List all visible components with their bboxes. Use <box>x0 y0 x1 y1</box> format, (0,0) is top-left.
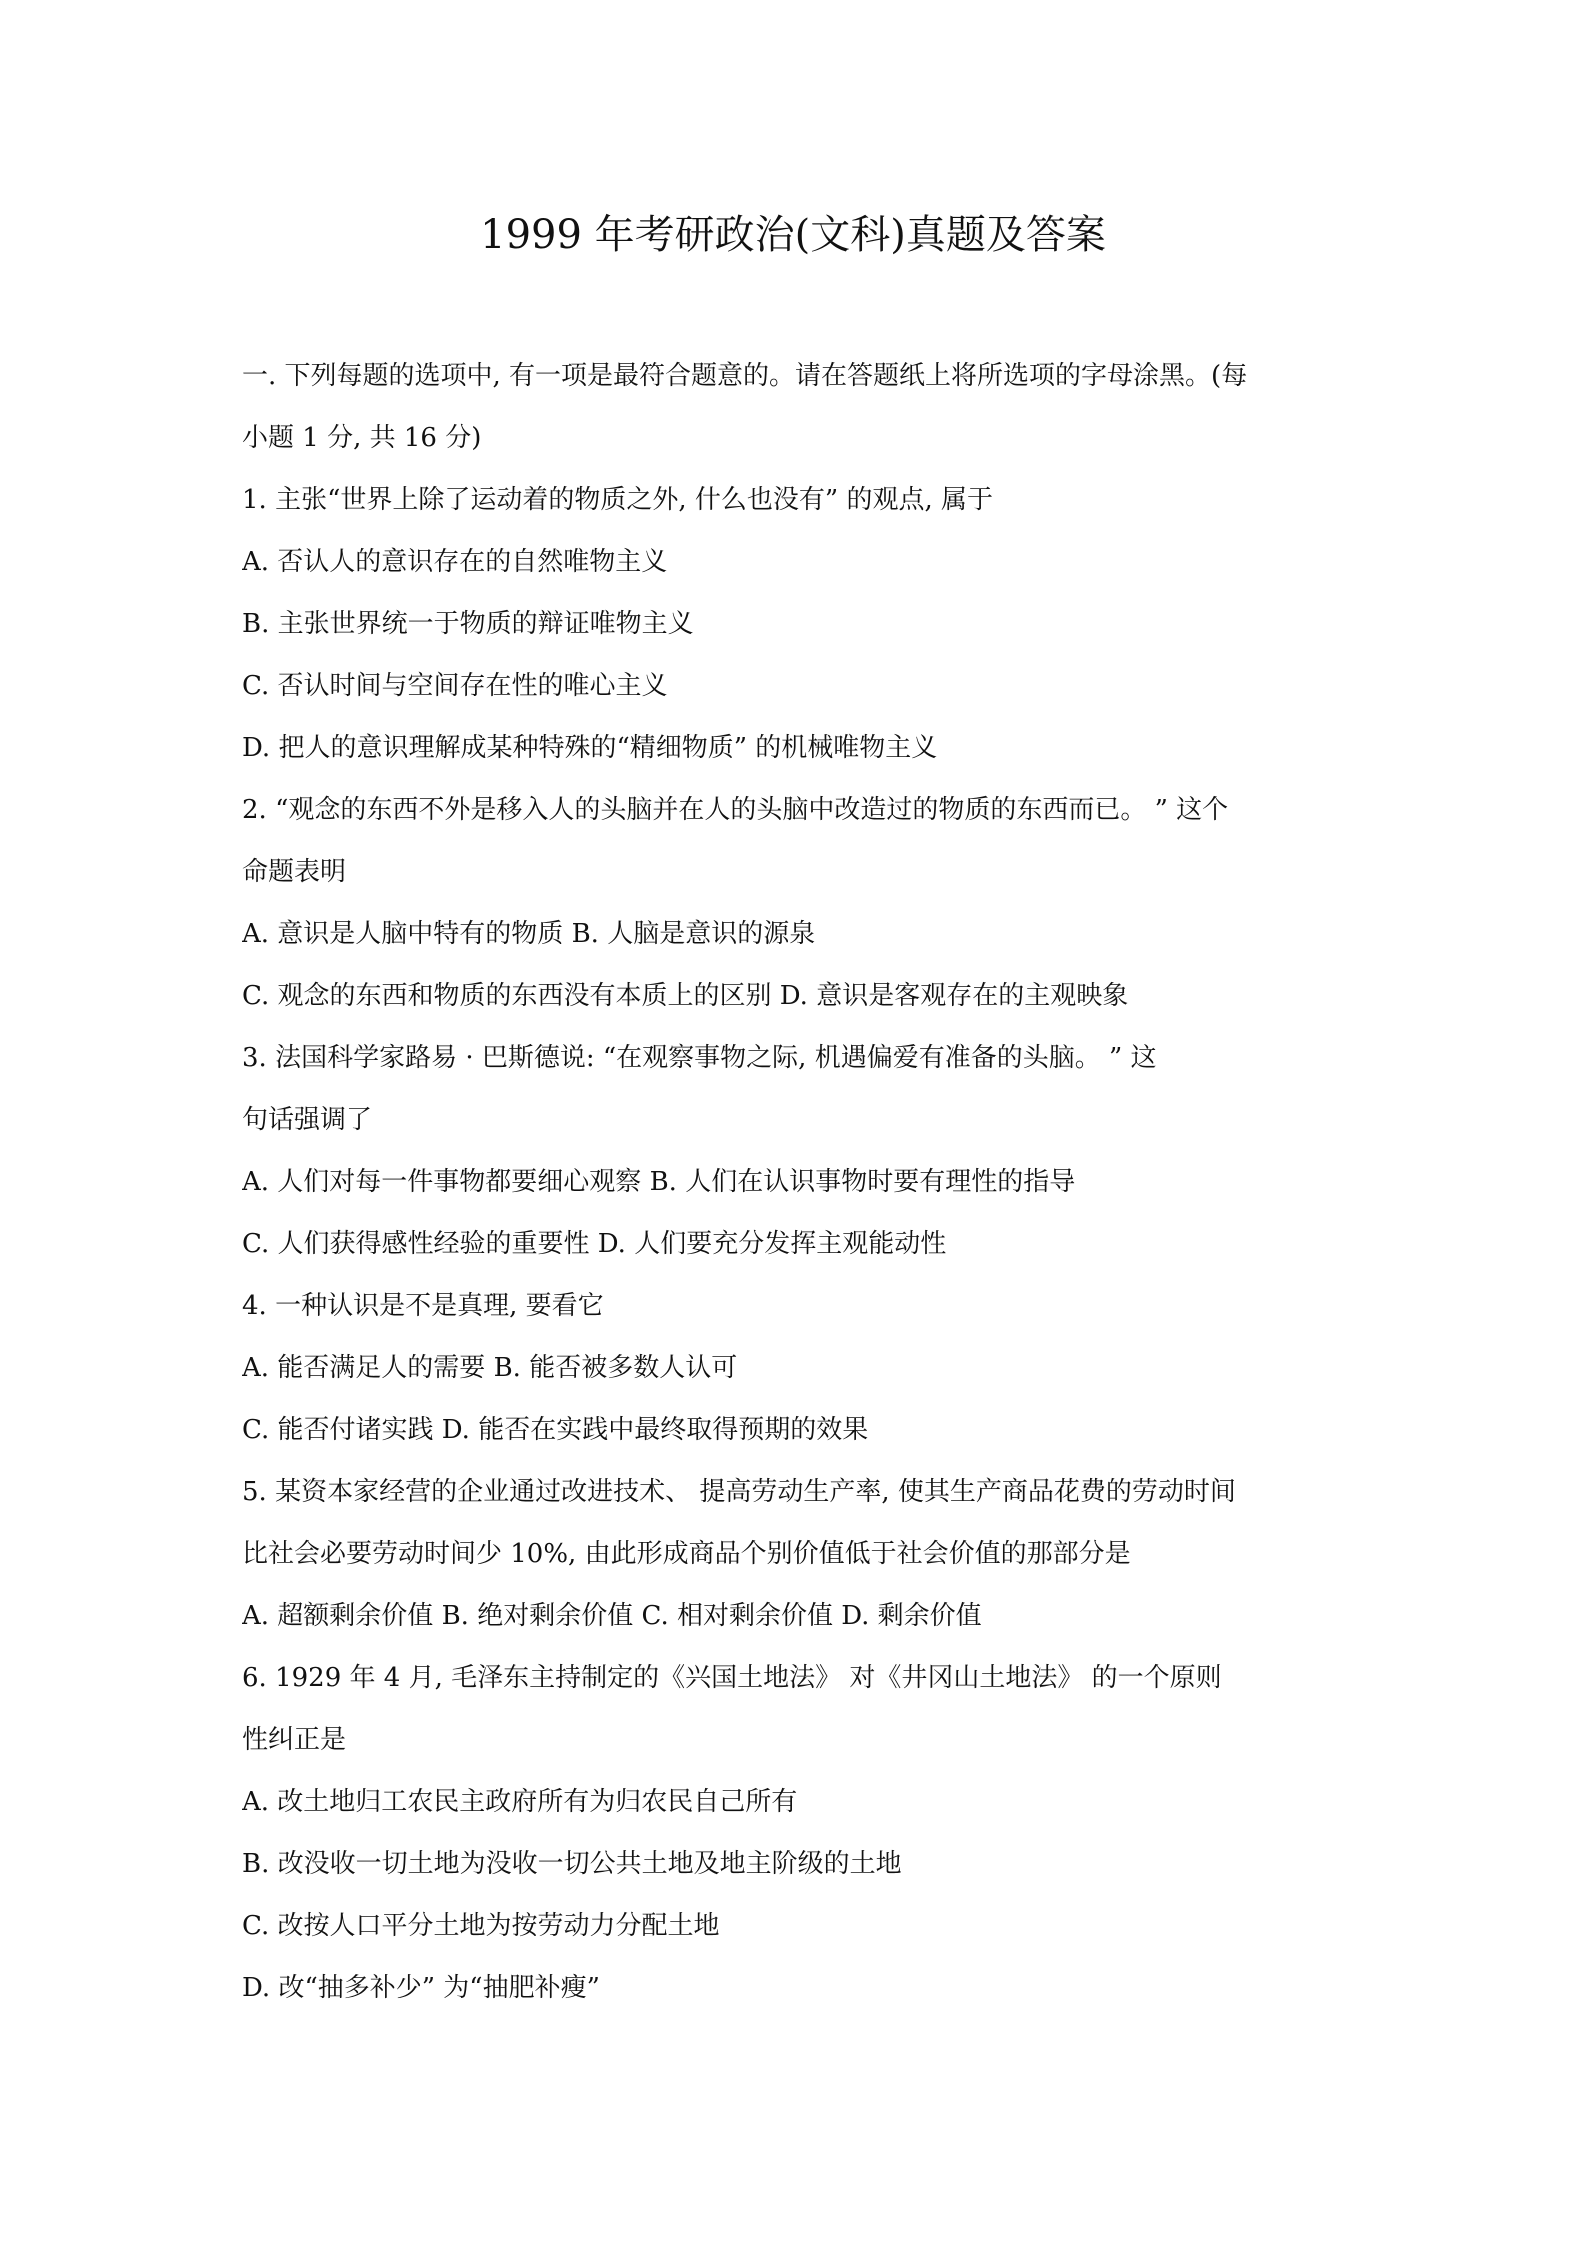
question-4-options-cd: C. 能否付诸实践 D. 能否在实践中最终取得预期的效果 <box>242 1415 869 1445</box>
question-1-option-a: A. 否认人的意识存在的自然唯物主义 <box>242 547 668 577</box>
question-3-options-cd: C. 人们获得感性经验的重要性 D. 人们要充分发挥主观能动性 <box>242 1229 947 1259</box>
document-body <box>242 345 1357 2019</box>
question-2-line-2: 命题表明 <box>242 857 347 887</box>
question-6-option-c: C. 改按人口平分土地为按劳动力分配土地 <box>242 1911 720 1941</box>
question-5-line-1: 5. 某资本家经营的企业通过改进技术、 提高劳动生产率, 使其生产商品花费的劳动时间 <box>242 1477 1236 1507</box>
question-3-line-2: 句话强调了 <box>242 1105 373 1135</box>
question-1-option-b: B. 主张世界统一于物质的辩证唯物主义 <box>242 609 694 639</box>
question-4-options-ab: A. 能否满足人的需要 B. 能否被多数人认可 <box>242 1353 738 1383</box>
question-3-options-ab: A. 人们对每一件事物都要细心观察 B. 人们在认识事物时要有理性的指导 <box>242 1167 1076 1197</box>
question-1-option-d: D. 把人的意识理解成某种特殊的“精细物质” 的机械唯物主义 <box>242 733 938 763</box>
question-6-option-a: A. 改土地归工农民主政府所有为归农民自己所有 <box>242 1787 798 1817</box>
question-3-line-1: 3. 法国科学家路易 · 巴斯德说: “在观察事物之际, 机遇偏爱有准备的头脑。 ” 这 <box>242 1043 1157 1073</box>
section-instruction-line-1: 一. 下列每题的选项中, 有一项是最符合题意的。请在答题纸上将所选项的字母涂黑。(每 <box>242 361 1248 391</box>
question-1-option-c: C. 否认时间与空间存在性的唯心主义 <box>242 671 668 701</box>
question-2-options-cd: C. 观念的东西和物质的东西没有本质上的区别 D. 意识是客观存在的主观映象 <box>242 981 1129 1011</box>
question-6-line-2: 性纠正是 <box>242 1725 347 1755</box>
question-6-option-d: D. 改“抽多补少” 为“抽肥补瘦” <box>242 1973 600 2003</box>
question-4: 4. 一种认识是不是真理, 要看它 <box>242 1291 604 1321</box>
question-2-options-ab: A. 意识是人脑中特有的物质 B. 人脑是意识的源泉 <box>242 919 816 949</box>
question-6-line-1: 6. 1929 年 4 月, 毛泽东主持制定的《兴国土地法》 对《井冈山土地法》 的一个原则 <box>242 1663 1222 1693</box>
question-2-line-1: 2. “观念的东西不外是移入人的头脑并在人的头脑中改造过的物质的东西而已。 ” 这个 <box>242 795 1229 825</box>
question-6-option-b: B. 改没收一切土地为没收一切公共土地及地主阶级的土地 <box>242 1849 902 1879</box>
document-title: 1999 年考研政治(文科)真题及答案 <box>480 212 1106 258</box>
question-1: 1. 主张“世界上除了运动着的物质之外, 什么也没有” 的观点, 属于 <box>242 485 993 515</box>
section-instruction-line-2: 小题 1 分, 共 16 分) <box>242 423 482 453</box>
question-5-options: A. 超额剩余价值 B. 绝对剩余价值 C. 相对剩余价值 D. 剩余价值 <box>242 1601 982 1631</box>
question-5-line-2: 比社会必要劳动时间少 10%, 由此形成商品个别价值低于社会价值的那部分是 <box>242 1539 1131 1569</box>
